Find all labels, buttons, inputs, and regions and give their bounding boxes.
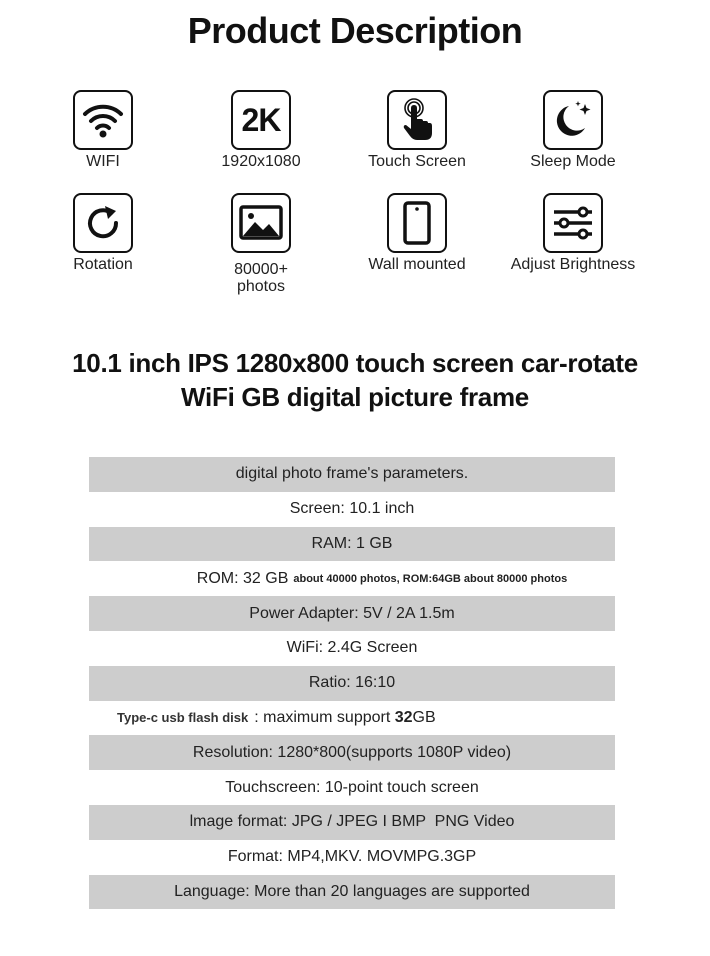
feature-grid [0, 88, 710, 308]
feature-rotation [23, 193, 183, 273]
feature-label-line1: 80000+ [234, 261, 288, 278]
param-row-ratio [89, 666, 615, 701]
feature-resolution [181, 90, 341, 170]
param-number: 32 [394, 708, 413, 726]
phone-wall-icon [387, 193, 447, 253]
param-row-wifi [89, 631, 615, 666]
rotation-icon [73, 193, 133, 253]
param-text: Touchscreen: 10-point touch screen [225, 778, 479, 796]
feature-sleep-mode [493, 90, 653, 170]
page-title: Product Description [187, 10, 523, 51]
param-text: Format: MP4,MKV. MOVMPG.3GP [227, 848, 477, 866]
param-text: RAM: 1 GB [311, 534, 393, 552]
param-text: lmage format: JPG / JPEG I BMP PNG Video [189, 813, 515, 831]
param-row-image-format [89, 805, 615, 840]
feature-photos [181, 193, 341, 295]
param-text: Ratio: 16:10 [308, 674, 396, 692]
sleep-moon-icon [543, 90, 603, 150]
sliders-icon [543, 193, 603, 253]
subtitle-line2: WiFi GB digital picture frame [181, 382, 529, 412]
param-text: WiFi: 2.4G Screen [286, 639, 418, 657]
parameters-header [89, 457, 615, 492]
param-row-ram [89, 527, 615, 562]
feature-label: Adjust Brightness [510, 256, 636, 273]
feature-label-line2: photos [236, 278, 286, 295]
wifi-icon [73, 90, 133, 150]
feature-label: Rotation [73, 256, 133, 273]
feature-label: Wall mounted [368, 256, 466, 273]
feature-wall-mounted [337, 193, 497, 273]
feature-wifi [23, 90, 183, 170]
2k-icon [231, 90, 291, 150]
param-lead: Type-c usb flash disk [117, 710, 249, 726]
feature-label: Sleep Mode [530, 153, 616, 170]
param-text: Resolution: 1280*800(supports 1080P video) [192, 743, 512, 761]
photo-icon [231, 193, 291, 253]
feature-adjust-brightness [493, 193, 653, 273]
product-subtitle [0, 346, 710, 414]
parameters-header-text: digital photo frame's parameters. [235, 465, 469, 483]
feature-label: 1920x1080 [221, 153, 301, 170]
parameters-table [89, 457, 615, 909]
feature-label: Touch Screen [368, 153, 466, 170]
param-text: ROM: 32 GB [196, 569, 289, 587]
param-note: about 40000 photos, ROM:64GB about 80000 photos [293, 572, 568, 585]
feature-label: WIFI [86, 153, 120, 170]
param-row-power-adapter [89, 596, 615, 631]
param-suffix: GB [412, 708, 436, 726]
param-text: : maximum support [254, 708, 395, 726]
subtitle-line1: 10.1 inch IPS 1280x800 touch screen car-rotate [72, 348, 638, 378]
param-text: Language: More than 20 languages are supported [174, 882, 530, 900]
param-row-language [89, 875, 615, 910]
2k-icon-text: 2K [241, 101, 281, 138]
param-text: Screen: 10.1 inch [289, 500, 415, 518]
param-row-screen [89, 492, 615, 527]
param-row-resolution [89, 735, 615, 770]
param-text: Power Adapter: 5V / 2A 1.5m [249, 604, 455, 622]
param-row-rom [89, 561, 615, 596]
param-row-touchscreen [89, 770, 615, 805]
param-row-usb [89, 701, 615, 736]
param-row-video-format [89, 840, 615, 875]
feature-touch-screen [337, 90, 497, 170]
touch-icon [387, 90, 447, 150]
